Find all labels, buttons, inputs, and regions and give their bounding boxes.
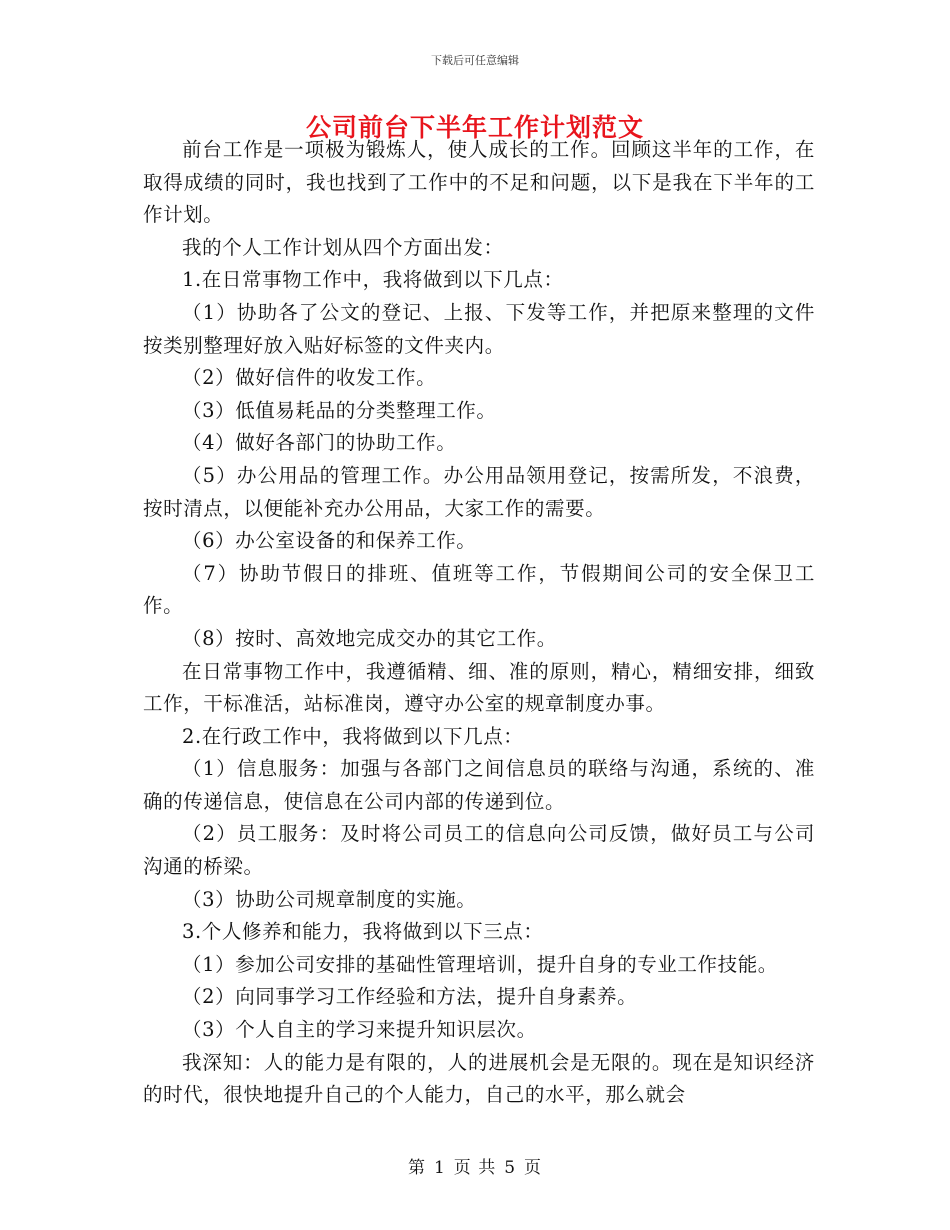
list-item: （3）个人自主的学习来提升知识层次。 <box>182 1018 537 1042</box>
paragraph-aspects: 我的个人工作计划从四个方面出发： <box>182 235 504 259</box>
header-note: 下载后可任意编辑 <box>431 54 519 67</box>
paragraph-daily-summary: 在日常事物工作中，我遵循精、细、准的原则，精心，精细安排，细致工作，干标准活，站标准岗，遵守办公室的规章制度办事。 <box>143 659 815 716</box>
footer-middle: 页 共 <box>453 1158 497 1178</box>
list-item: （8）按时、高效地完成交办的其它工作。 <box>182 626 557 650</box>
footer-prefix: 第 <box>407 1158 426 1178</box>
list-item: （7）协助节假日的排班、值班等工作，节假期间公司的安全保卫工作。 <box>143 561 815 618</box>
list-item: （2）做好信件的收发工作。 <box>182 366 437 390</box>
list-item: （3）协助公司规章制度的实施。 <box>182 887 477 911</box>
section-heading-personal: 3.个人修养和能力，我将做到以下三点： <box>182 920 544 944</box>
list-item: （2）员工服务：及时将公司员工的信息向公司反馈，做好员工与公司沟通的桥梁。 <box>143 822 815 879</box>
list-item: （1）参加公司安排的基础性管理培训，提升自身的专业工作技能。 <box>182 952 778 976</box>
footer-total-pages: 5 <box>504 1158 517 1178</box>
document-body <box>143 134 815 1112</box>
section-heading-admin: 2.在行政工作中，我将做到以下几点： <box>182 724 524 748</box>
list-item: （3）低值易耗品的分类整理工作。 <box>182 398 497 422</box>
list-item: （5）办公用品的管理工作。办公用品领用登记，按需所发，不浪费，按时清点，以便能补充办公用品，大家工作的需要。 <box>143 463 815 520</box>
list-item: （1）信息服务：加强与各部门之间信息员的联络与沟通，系统的、准确的传递信息，使信息在公司内部的传递到位。 <box>143 757 815 813</box>
list-item: （4）做好各部门的协助工作。 <box>182 431 457 455</box>
document-title: 公司前台下半年工作计划范文 <box>305 113 644 142</box>
footer-page-number: 1 <box>433 1158 446 1178</box>
list-item: （2）向同事学习工作经验和方法，提升自身素养。 <box>182 985 638 1009</box>
page-footer <box>0 1153 950 1178</box>
paragraph-conclusion: 我深知：人的能力是有限的，人的进展机会是无限的。现在是知识经济的时代，很快地提升自己的个人能力，自己的水平，那么就会 <box>143 1050 815 1107</box>
list-item: （1）协助各了公文的登记、上报、下发等工作，并把原来整理的文件按类别整理好放入贴好标签的文件夹内。 <box>143 300 815 357</box>
paragraph-intro: 前台工作是一项极为锻炼人，使人成长的工作。回顾这半年的工作，在取得成绩的同时，我也找到了工作中的不足和问题，以下是我在下半年的工作计划。 <box>143 138 815 227</box>
footer-suffix: 页 <box>524 1158 543 1178</box>
section-heading-daily: 1.在日常事物工作中，我将做到以下几点： <box>182 268 564 292</box>
list-item: （6）办公室设备的和保养工作。 <box>182 529 477 553</box>
